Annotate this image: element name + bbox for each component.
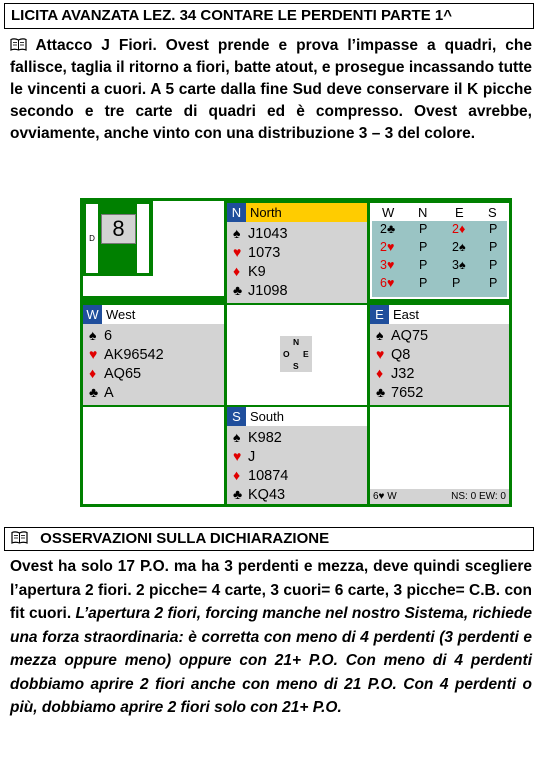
west-clubs: ♣ A (89, 384, 114, 401)
compass-icon: N O E S (280, 336, 312, 372)
auction-header-n: N (418, 205, 428, 220)
south-spades: ♠ K982 (233, 429, 282, 446)
bid-cell: P (452, 276, 461, 290)
bid-cell: 6♥ (380, 276, 395, 290)
diamond-icon: ♦ (89, 365, 97, 381)
north-name: North (250, 205, 282, 220)
book-icon (11, 528, 28, 550)
bid-cell: 2♥ (380, 240, 395, 254)
auction-header-w: W (382, 205, 395, 220)
bid-cell: P (419, 258, 428, 272)
notes-italic-text: L’apertura 2 fiori, forcing manche nel nostro Sistema, richiede una forza straordinaria: è corretta con meno di 4 perdenti (3 perdenti e mezza oppure meno) oppure con 21+ P.O. Con meno di 4 perdenti dobbiamo aprire 2 fiori anche con meno di 21 P.O. Con 4 perdenti o più, dobbiamo aprire 2 fiori solo con 21+ P.O. (10, 605, 532, 716)
board-frame (83, 201, 153, 276)
diamond-icon: ♦ (233, 467, 241, 483)
bid-cell: 2♣ (380, 222, 396, 236)
bid-cell: P (419, 222, 428, 236)
bid-cell: P (489, 240, 498, 254)
club-icon: ♣ (233, 486, 243, 502)
intro-text: Attacco J Fiori. Ovest prende e prova l’impasse a quadri, che fallisce, taglia il ritorno a fiori, batte atout, e prosegue incassando tutte le vincenti a cuori. A 5 carte dalla fine Sud deve conservare il K picche secondo e tre carte di quadri ed è compresso. Ovest avrebbe, ovviamente, anche vinto con una distribuzione 3 – 3 del colore. (10, 37, 533, 142)
spade-icon: ♠ (89, 327, 97, 343)
south-name: South (250, 409, 284, 424)
spade-icon: ♠ (376, 327, 384, 343)
north-spades: ♠ J1043 (233, 225, 288, 242)
north-diamonds: ♦ K9 (233, 263, 266, 280)
north-clubs: ♣ J1098 (233, 282, 288, 299)
spade-icon: ♠ (233, 429, 241, 445)
north-header (227, 203, 367, 222)
bid-cell: 3♠ (452, 258, 466, 272)
result-bar (370, 489, 509, 504)
east-name: East (393, 307, 420, 322)
club-icon: ♣ (89, 384, 99, 400)
bid-cell: 2♠ (452, 240, 466, 254)
east-seat-badge: E (370, 305, 389, 324)
board-number: 8 (101, 214, 136, 244)
table-center (227, 305, 367, 405)
east-hand (370, 305, 509, 405)
notes-paragraph (10, 555, 532, 720)
book-icon (10, 35, 27, 57)
south-hearts: ♥ J (233, 448, 256, 465)
club-icon: ♣ (233, 282, 243, 298)
auction-header-s: S (488, 205, 497, 220)
vulnerability-label: NS: 0 EW: 0 (451, 491, 506, 502)
north-hearts: ♥ 1073 (233, 244, 281, 261)
intro-paragraph (10, 35, 532, 145)
east-spades: ♠ AQ75 (376, 327, 429, 344)
vulnerability-marker (137, 204, 149, 273)
heart-icon: ♥ (89, 346, 98, 362)
heart-icon: ♥ (233, 448, 242, 464)
east-diamonds: ♦ J32 (376, 365, 415, 382)
bid-cell: 3♥ (380, 258, 395, 272)
bridge-board (80, 198, 512, 507)
east-hearts: ♥ Q8 (376, 346, 411, 363)
east-header (370, 305, 509, 324)
bid-cell: P (489, 258, 498, 272)
bid-cell: P (489, 276, 498, 290)
west-hearts: ♥ AK96542 (89, 346, 164, 363)
west-header (83, 305, 224, 324)
result-cell (370, 407, 509, 504)
west-name: West (106, 307, 136, 322)
south-hand (227, 407, 367, 504)
south-diamonds: ♦ 10874 (233, 467, 289, 484)
dealer-marker: D (86, 204, 98, 273)
notes-heading: OSSERVAZIONI SULLA DICHIARAZIONE (40, 530, 330, 547)
north-seat-badge: N (227, 203, 246, 222)
club-icon: ♣ (376, 384, 386, 400)
bid-cell: P (419, 276, 428, 290)
west-seat-badge: W (83, 305, 102, 324)
west-diamonds: ♦ AQ65 (89, 365, 142, 382)
south-clubs: ♣ KQ43 (233, 486, 286, 503)
south-seat-badge: S (227, 407, 246, 426)
notes-heading-box (4, 527, 534, 551)
auction-header-e: E (455, 205, 464, 220)
diamond-icon: ♦ (376, 365, 384, 381)
notes-text: Ovest ha solo 17 P.O. ma ha 3 perdenti e mezza, deve quindi scegliere l’apertura 2 fiori. 2 picche= 4 carte, 3 cuori= 6 carte, 3 picche= C.B. con fit cuori. (10, 558, 532, 622)
bid-cell: P (489, 222, 498, 236)
north-hand (227, 203, 367, 303)
empty-corner (83, 407, 224, 504)
auction-panel (370, 203, 509, 299)
lesson-title: LICITA AVANZATA LEZ. 34 CONTARE LE PERDENTI PARTE 1^ (4, 3, 534, 29)
bid-cell: 2♦ (452, 222, 466, 236)
east-clubs: ♣ 7652 (376, 384, 424, 401)
board-number-cell (83, 201, 224, 296)
bid-cell: P (419, 240, 428, 254)
heart-icon: ♥ (233, 244, 242, 260)
west-spades: ♠ 6 (89, 327, 113, 344)
diamond-icon: ♦ (233, 263, 241, 279)
contract-label: 6♥ W (373, 491, 397, 502)
south-header (227, 407, 367, 426)
west-hand (83, 305, 224, 405)
heart-icon: ♥ (376, 346, 385, 362)
spade-icon: ♠ (233, 225, 241, 241)
